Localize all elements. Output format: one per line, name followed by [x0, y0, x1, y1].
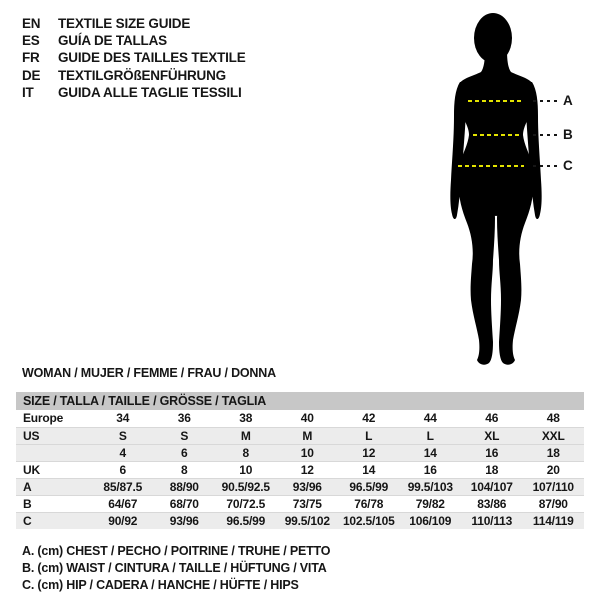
size-cell: 87/90 [538, 497, 568, 511]
language-code: IT [22, 84, 34, 100]
size-cell: 14 [362, 463, 376, 477]
size-cell: 38 [239, 411, 253, 425]
size-cell: 8 [242, 446, 249, 460]
row-label [16, 445, 92, 461]
size-cell: 85/87.5 [103, 480, 143, 494]
row-label: B [23, 497, 32, 511]
language-code: DE [22, 67, 41, 83]
language-row [22, 67, 246, 84]
table-header: SIZE / TALLA / TAILLE / GRÖSSE / TAGLIA [16, 392, 584, 410]
size-cell: 6 [181, 446, 188, 460]
size-cell: 90.5/92.5 [221, 480, 270, 494]
row-label: C [23, 514, 32, 528]
row-label: US [23, 429, 40, 443]
size-table [16, 392, 584, 529]
chest-measure-line [468, 100, 523, 102]
waist-measure-line [473, 134, 520, 136]
size-cell: 44 [423, 411, 437, 425]
size-cell: 73/75 [292, 497, 322, 511]
chest-callout-line [533, 100, 558, 102]
size-cell: 107/110 [532, 480, 574, 494]
size-cell: 40 [300, 411, 314, 425]
size-cell: 48 [546, 411, 560, 425]
size-cell: 114/119 [532, 514, 574, 528]
size-cell: 110/113 [471, 514, 513, 528]
size-cell: 93/96 [169, 514, 199, 528]
size-cell: L [426, 429, 434, 443]
measurement-legend [22, 543, 330, 594]
size-cell: 12 [362, 446, 376, 460]
size-cell: 106/109 [409, 514, 452, 528]
language-row [22, 49, 246, 66]
language-code: EN [22, 16, 41, 31]
size-cell: 12 [300, 463, 314, 477]
size-cell: 4 [119, 446, 126, 460]
language-title: TEXTILGRÖßENFÜHRUNG [58, 67, 226, 83]
legend-hip: C. (cm) HIP / CADERA / HANCHE / HÜFTE / HIPS [22, 578, 299, 592]
row-label: Europe [23, 411, 64, 425]
language-title-list [22, 15, 246, 101]
woman-silhouette-icon [441, 8, 551, 368]
size-cell: 104/107 [470, 480, 513, 494]
table-row-us-numeric [16, 444, 584, 461]
size-cell: S [180, 429, 189, 443]
size-cell: 102.5/105 [342, 514, 395, 528]
language-row [22, 84, 246, 101]
size-cell: 8 [181, 463, 188, 477]
language-title: GUIDA ALLE TAGLIE TESSILI [58, 84, 242, 100]
size-cell: 18 [485, 463, 499, 477]
hip-measure-line [458, 165, 524, 167]
table-row-chest [16, 478, 584, 495]
row-label: UK [23, 463, 40, 477]
waist-callout-line [533, 134, 558, 136]
size-cell: 10 [239, 463, 253, 477]
measure-label-b: B [563, 127, 573, 142]
size-cell: M [302, 429, 313, 443]
size-cell: 16 [485, 446, 499, 460]
size-cell: 6 [119, 463, 126, 477]
size-cell: 10 [300, 446, 314, 460]
size-cell: 34 [116, 411, 130, 425]
size-cell: 64/67 [108, 497, 138, 511]
size-cell: 46 [485, 411, 499, 425]
size-cell: 96.5/99 [226, 514, 266, 528]
size-cell: 96.5/99 [349, 480, 389, 494]
size-cell: 14 [423, 446, 437, 460]
size-cell: S [118, 429, 127, 443]
size-cell: 16 [423, 463, 437, 477]
size-cell: 76/78 [354, 497, 384, 511]
table-row-uk [16, 461, 584, 478]
section-title: WOMAN / MUJER / FEMME / FRAU / DONNA [22, 366, 276, 380]
language-title: GUÍA DE TALLAS [58, 33, 167, 49]
size-cell: 79/82 [415, 497, 445, 511]
hip-callout-line [533, 165, 558, 167]
row-label: A [23, 480, 32, 494]
size-cell: XXL [541, 429, 565, 443]
size-cell: 18 [546, 446, 560, 460]
language-code: ES [22, 33, 40, 49]
woman-silhouette-figure [441, 8, 551, 368]
measure-label-c: C [563, 158, 573, 173]
legend-waist: B. (cm) WAIST / CINTURA / TAILLE / HÜFTUNG / VITA [22, 561, 327, 575]
language-title: TEXTILE SIZE GUIDE [58, 16, 191, 31]
size-cell: 20 [546, 463, 560, 477]
language-row [22, 32, 246, 49]
table-row-us [16, 427, 584, 444]
language-code: FR [22, 50, 40, 66]
table-row-waist [16, 495, 584, 512]
size-cell: 68/70 [169, 497, 199, 511]
table-row-europe [16, 410, 584, 427]
size-cell: L [365, 429, 373, 443]
language-row [22, 15, 246, 32]
table-row-hip [16, 512, 584, 529]
size-cell: 99.5/103 [407, 480, 453, 494]
size-cell: 99.5/102 [284, 514, 330, 528]
language-title: GUIDE DES TAILLES TEXTILE [58, 50, 246, 66]
size-cell: 93/96 [292, 480, 322, 494]
size-cell: M [240, 429, 251, 443]
size-cell: 70/72.5 [226, 497, 266, 511]
size-cell: 83/86 [477, 497, 507, 511]
size-cell: 42 [362, 411, 376, 425]
size-cell: 36 [177, 411, 191, 425]
size-cell: 88/90 [169, 480, 199, 494]
size-cell: 90/92 [108, 514, 138, 528]
legend-chest: A. (cm) CHEST / PECHO / POITRINE / TRUHE / PETTO [22, 544, 331, 558]
measure-label-a: A [563, 93, 573, 108]
size-cell: XL [484, 429, 500, 443]
